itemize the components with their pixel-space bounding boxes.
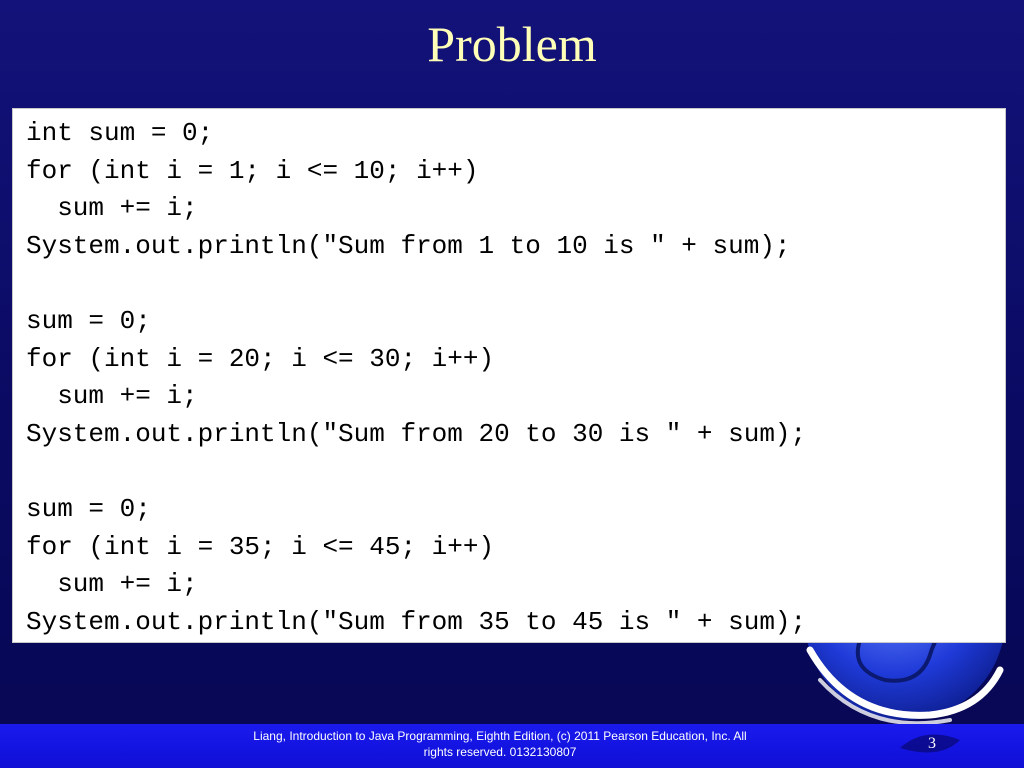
code-line: System.out.println("Sum from 1 to 10 is " + sum); (26, 230, 791, 261)
code-line: System.out.println("Sum from 20 to 30 is " + sum); (26, 418, 807, 449)
footer-copyright-line2: rights reserved. 0132130807 (423, 745, 577, 759)
page-number: 3 (928, 735, 936, 752)
code-line: sum += i; (26, 193, 198, 224)
code-line: int sum = 0; (26, 118, 214, 148)
code-line: System.out.println("Sum from 35 to 45 is " + sum); (26, 606, 807, 637)
slide-title: Problem (427, 16, 597, 72)
code-line: sum = 0; (26, 493, 151, 524)
footer-copyright-line1: Liang, Introduction to Java Programming, Eighth Edition, (c) 2011 Pearson Education, Inc. All (253, 729, 747, 743)
code-line: for (int i = 35; i <= 45; i++) (26, 531, 495, 562)
code-line: sum = 0; (26, 305, 151, 336)
code-line: sum += i; (26, 569, 198, 600)
footer-bar (0, 724, 1024, 768)
code-line: sum += i; (26, 381, 198, 412)
footer-copyright (195, 728, 805, 760)
code-line (26, 453, 1005, 491)
code-line (26, 265, 1005, 303)
code-line: for (int i = 1; i <= 10; i++) (26, 155, 479, 186)
code-block (12, 108, 1006, 643)
code-line: for (int i = 20; i <= 30; i++) (26, 343, 495, 374)
